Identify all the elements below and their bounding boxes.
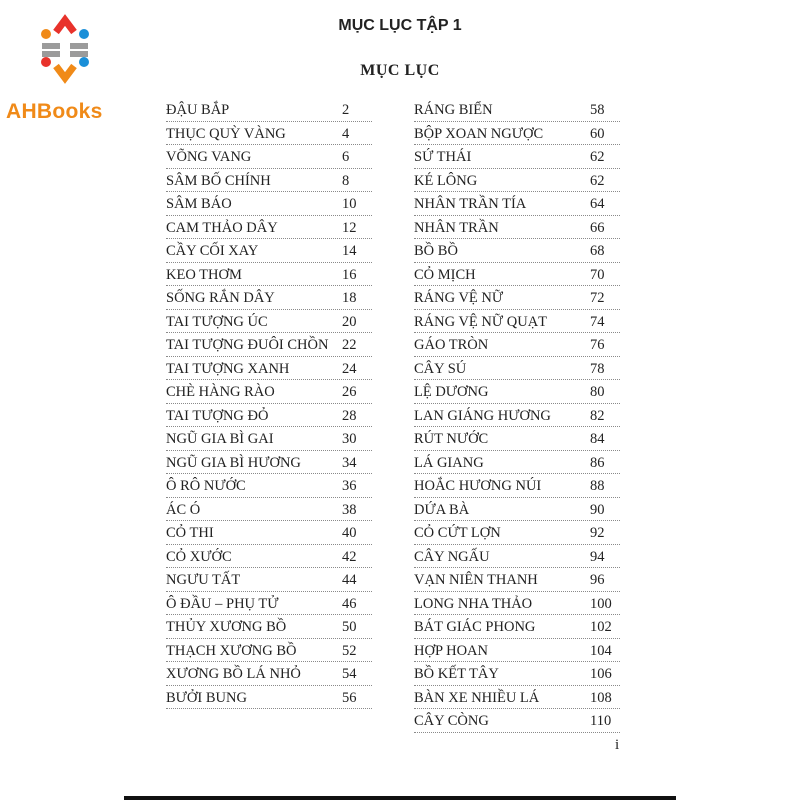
toc-entry-name: SÂM BỐ CHÍNH [166,172,271,189]
toc-entry-name: BỒ KẾT TÂY [414,666,499,682]
toc-entry [166,545,372,569]
toc-entry-page: 62 [590,172,605,189]
toc-entry [166,333,372,357]
toc-entry-page: 38 [342,501,357,518]
toc-entry [414,474,620,498]
toc-entry-name: CỎ XƯỚC [166,548,232,565]
toc-entry-name: TAI TƯỢNG ĐUÔI CHỒN [166,337,329,353]
toc-entry [166,357,372,381]
toc-entry [414,239,620,263]
toc-entry-page: 22 [342,337,357,353]
toc-entry-name: BƯỞI BUNG [166,689,247,706]
toc-entry-page: 100 [590,595,612,612]
toc-entry [166,122,372,146]
toc-entry-name: VẠN NIÊN THANH [414,572,538,588]
toc-entry [414,615,620,639]
toc-entry-name: CỎ MỊCH [414,266,476,283]
toc-entry-name: CAM THẢO DÂY [166,219,278,236]
toc-entry-page: 54 [342,666,357,682]
toc-entry-page: 42 [342,548,357,565]
toc-entry-name: LỆ DƯƠNG [414,384,489,400]
toc-entry-page: 50 [342,619,357,635]
toc-entry [414,498,620,522]
toc-entry-page: 52 [342,642,357,659]
toc-entry-name: KÉ LÔNG [414,172,478,189]
toc-entry [414,122,620,146]
toc-entry-page: 18 [342,290,357,306]
toc-entry-page: 4 [342,125,350,142]
toc-entry-page: 40 [342,525,357,541]
toc-entry-page: 58 [590,102,605,118]
toc-title: MỤC LỤC [360,62,440,79]
toc-entry [166,169,372,193]
toc-entry-name: RÚT NƯỚC [414,431,489,447]
toc-entry-name: CỎ THI [166,525,214,541]
page-number: i [615,737,620,753]
toc-entry [166,568,372,592]
toc-entry-name: BÀN XE NHIỀU LÁ [414,689,540,706]
toc-entry-name: HOẮC HƯƠNG NÚI [414,478,542,494]
toc-entry-page: 66 [590,219,605,236]
toc-entry-name: LONG NHA THẢO [414,595,533,612]
toc-entry-name: Ô RÔ NƯỚC [166,478,246,494]
toc-entry-page: 10 [342,196,357,212]
toc-entry [414,169,620,193]
toc-entry [166,310,372,334]
toc-entry-page: 34 [342,454,357,471]
toc-entry-page: 80 [590,384,605,400]
toc-entry-name: RÁNG VỆ NỮ QUẠT [414,313,548,330]
toc-entry-page: 36 [342,478,357,494]
toc-entry-name: RÁNG BIỂN [414,102,493,118]
toc-entry-page: 76 [590,337,605,353]
toc-entry [414,592,620,616]
toc-entry-name: THỦY XƯƠNG BỒ [166,619,287,635]
toc-entry-page: 74 [590,313,605,330]
toc-entry-name: TAI TƯỢNG XANH [166,360,290,377]
toc-entry [414,568,620,592]
toc-entry-name: LÁ GIANG [414,454,484,471]
toc-entry-name: GÁO TRÒN [414,337,489,353]
toc-entry [414,310,620,334]
toc-entry [414,380,620,404]
toc-entry [414,192,620,216]
toc-entry-page: 64 [590,196,605,212]
toc-entry [166,662,372,686]
toc-entry-name: CÂY SÚ [414,360,467,377]
toc-entry-page: 82 [590,407,605,424]
toc-entry-page: 30 [342,431,357,447]
toc-entry-page: 86 [590,454,605,471]
toc-entry-page: 108 [590,689,612,706]
toc-entry [166,427,372,451]
toc-entry-page: 56 [342,689,357,706]
toc-entry-name: NHÂN TRẦN TÍA [414,196,527,212]
bottom-rule [124,796,676,800]
toc-entry-name: SỨ THÁI [414,149,472,165]
toc-entry [166,98,372,122]
toc-entry [414,451,620,475]
toc-entry-page: 6 [342,149,350,165]
toc-entry-page: 68 [590,243,605,259]
toc-entry-page: 60 [590,125,605,142]
toc-entry-page: 84 [590,431,605,447]
toc-entry-name: NGƯU TẤT [166,572,241,588]
toc-entry-name: VÕNG VANG [166,149,252,165]
toc-entry-name: CÂY CÒNG [414,713,489,729]
toc-entry-name: SÂM BÁO [166,196,232,212]
toc-entry-page: 78 [590,360,605,377]
toc-left-column [166,98,372,709]
toc-entry-name: BỘP XOAN NGƯỢC [414,125,544,142]
toc-entry-page: 26 [342,384,357,400]
toc-entry-name: THỤC QUỲ VÀNG [166,125,286,142]
toc-entry-page: 102 [590,619,612,635]
toc-entry-page: 28 [342,407,357,424]
toc-entry [414,709,620,733]
toc-entry [166,192,372,216]
toc-entry [166,451,372,475]
toc-entry [166,286,372,310]
toc-entry-name: NHÂN TRẦN [414,219,499,236]
toc-entry [166,404,372,428]
toc-entry-page: 16 [342,266,357,283]
toc-entry-name: ÁC Ó [166,501,201,518]
toc-entry-name: HỢP HOAN [414,642,488,659]
toc-entry [414,263,620,287]
toc-entry-name: CẦY CỐI XAY [166,243,259,259]
toc-entry-page: 92 [590,525,605,541]
toc-entry-page: 96 [590,572,605,588]
toc-entry [414,333,620,357]
toc-entry [414,404,620,428]
toc-entry [166,239,372,263]
toc-entry-page: 44 [342,572,357,588]
toc-entry-page: 110 [590,713,612,729]
toc-entry-name: NGŨ GIA BÌ HƯƠNG [166,454,301,471]
toc-entry [414,639,620,663]
toc-entry [166,498,372,522]
toc-entry-name: CÂY NGẤU [414,548,490,565]
toc-entry-name: LAN GIÁNG HƯƠNG [414,407,551,424]
toc-entry-page: 104 [590,642,612,659]
toc-entry-name: CỎ CỨT LỢN [414,525,501,541]
toc-entry-page: 8 [342,172,350,189]
toc-entry [166,686,372,710]
toc-entry [414,545,620,569]
toc-entry-page: 2 [342,102,350,118]
toc-entry-name: SỐNG RẮN DÂY [166,290,275,306]
toc-entry-name: ĐẬU BẮP [166,102,230,118]
toc-entry-name: DỨA BÀ [414,501,470,518]
toc-entry [166,521,372,545]
toc-entry [166,615,372,639]
toc-entry [414,357,620,381]
toc-entry-page: 90 [590,501,605,518]
toc-entry-name: BỒ BỒ [414,243,458,259]
toc-entry [414,145,620,169]
toc-entry-page: 24 [342,360,357,377]
toc-entry-page: 94 [590,548,605,565]
toc-entry [166,592,372,616]
toc-entry [166,216,372,240]
toc-entry-name: TAI TƯỢNG ĐỎ [166,407,269,424]
toc-entry-name: BÁT GIÁC PHONG [414,619,536,635]
ahbooks-logo-text: AHBooks [6,100,103,123]
toc-entry [166,263,372,287]
toc-entry [414,286,620,310]
toc-entry-name: Ô ĐẦU – PHỤ TỬ [166,595,279,612]
toc-entry-name: RÁNG VỆ NỮ [414,290,504,306]
toc-entry [414,216,620,240]
toc-entry [166,639,372,663]
toc-entry [414,98,620,122]
toc-entry [414,686,620,710]
toc-entry [414,662,620,686]
page-header-title: MỤC LỤC TẬP 1 [338,17,462,34]
toc-entry-name: THẠCH XƯƠNG BỒ [166,642,297,659]
toc-entry-page: 88 [590,478,605,494]
toc-entry-page: 14 [342,243,357,259]
toc-entry-page: 46 [342,595,357,612]
toc-entry-page: 106 [590,666,612,682]
toc-entry [166,474,372,498]
toc-entry-page: 72 [590,290,605,306]
toc-entry-name: KEO THƠM [166,266,242,283]
toc-entry-name: XƯƠNG BỒ LÁ NHỎ [166,666,301,682]
toc-entry [414,427,620,451]
toc-entry [166,380,372,404]
toc-entry-name: NGŨ GIA BÌ GAI [166,431,274,447]
toc-entry-page: 20 [342,313,357,330]
toc-entry-name: CHÈ HÀNG RÀO [166,384,275,400]
toc-right-column [414,98,620,733]
toc-entry [414,521,620,545]
toc-entry [166,145,372,169]
toc-entry-name: TAI TƯỢNG ÚC [166,313,268,330]
toc-entry-page: 70 [590,266,605,283]
toc-entry-page: 62 [590,149,605,165]
toc-entry-page: 12 [342,219,357,236]
